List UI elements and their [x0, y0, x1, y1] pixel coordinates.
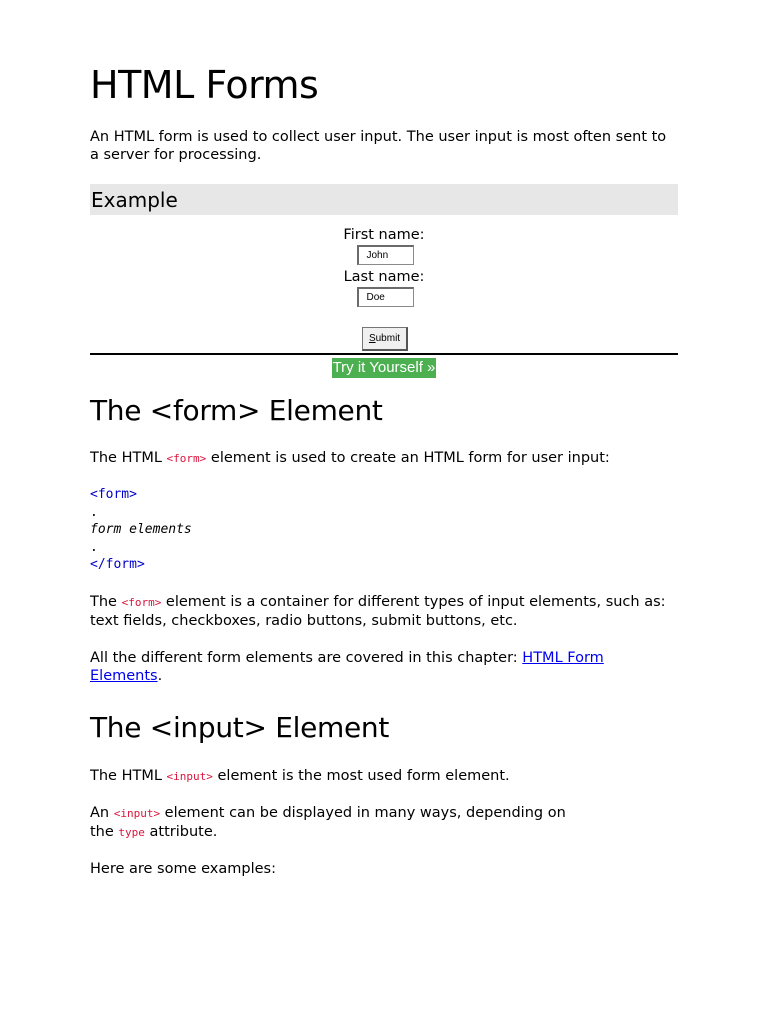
text: element is the most used form element.	[212, 767, 510, 784]
first-name-input[interactable]: John	[357, 245, 414, 265]
form-paragraph-1	[90, 449, 678, 468]
last-name-label: Last name:	[343, 269, 425, 285]
code-example	[90, 486, 678, 574]
form-element-heading: The <form> Element	[90, 394, 383, 427]
inline-code: <input>	[113, 806, 161, 820]
text: The	[90, 593, 122, 610]
try-wrap	[90, 357, 678, 378]
input-paragraph-2	[90, 804, 678, 842]
input-element-heading: The <input> Element	[90, 710, 390, 744]
code-line: .	[90, 539, 98, 555]
inline-code: <form>	[166, 452, 207, 465]
text: The HTML	[90, 767, 167, 784]
submit-button[interactable]	[362, 327, 408, 351]
intro-paragraph: An HTML form is used to collect user input. The user input is most often sent to a server for processing.	[90, 129, 667, 163]
divider	[90, 353, 678, 355]
text: All the different form elements are covered in this chapter:	[90, 649, 523, 666]
inline-code: <input>	[166, 769, 213, 783]
first-name-label: First name:	[343, 227, 425, 243]
submit-accesskey: S	[368, 333, 376, 344]
input-paragraph-3: Here are some examples:	[90, 860, 276, 877]
text: The HTML	[90, 450, 167, 466]
inline-code: type	[118, 825, 145, 839]
text: the	[90, 823, 119, 840]
code-line: form elements	[90, 522, 192, 537]
code-line: <form>	[90, 487, 137, 502]
text: element is used to create an HTML form for user input:	[206, 450, 610, 466]
text: .	[157, 667, 163, 684]
form-paragraph-2	[90, 593, 678, 630]
example-heading: Example	[90, 184, 678, 215]
submit-label: ubmit	[375, 333, 401, 344]
text: An	[90, 804, 114, 821]
last-name-input[interactable]: Doe	[357, 287, 414, 307]
inline-code: <form>	[121, 595, 162, 609]
example-form	[90, 227, 678, 351]
text: element can be displayed in many ways, depending on	[160, 804, 566, 821]
code-line: .	[90, 504, 98, 520]
page-title: HTML Forms	[90, 63, 319, 107]
text: attribute.	[144, 823, 218, 840]
input-paragraph-1	[90, 767, 678, 786]
form-paragraph-3	[90, 649, 678, 685]
html-form-elements-link[interactable]: HTML Form Elements	[90, 649, 604, 684]
article	[90, 60, 678, 878]
text: element is a container for different types of input elements, such as: text fields, checkboxes, radio buttons, submit buttons, etc.	[90, 593, 666, 629]
code-line: </form>	[90, 557, 145, 572]
try-it-yourself-button[interactable]: Try it Yourself »	[332, 359, 436, 376]
